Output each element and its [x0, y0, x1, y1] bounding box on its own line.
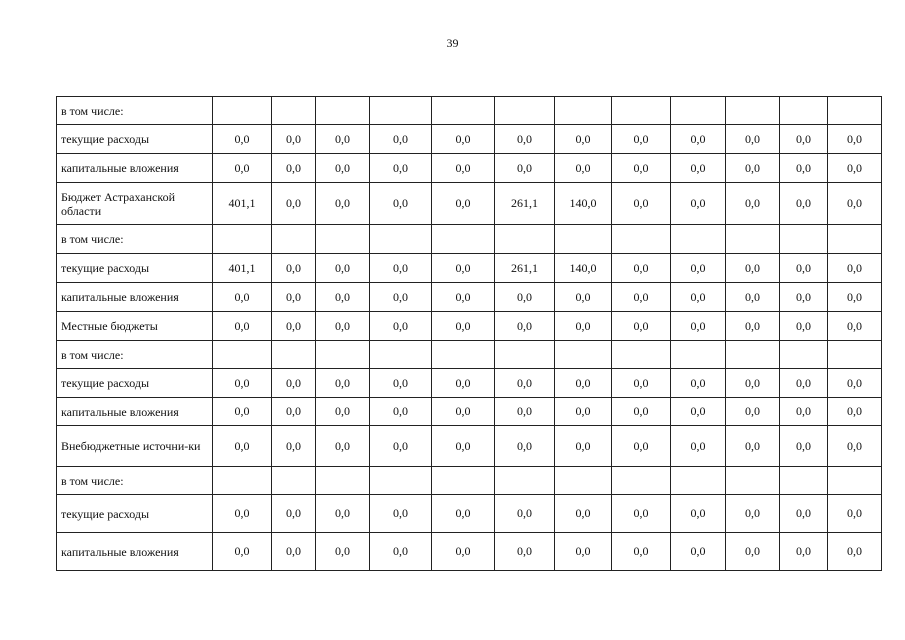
value-cell [370, 341, 432, 369]
value-cell [213, 97, 272, 125]
value-cell: 0,0 [828, 369, 882, 398]
value-cell [726, 225, 780, 254]
value-cell [612, 341, 671, 369]
value-cell [316, 97, 370, 125]
value-cell: 0,0 [612, 426, 671, 467]
value-cell: 0,0 [495, 398, 555, 426]
value-cell: 0,0 [316, 125, 370, 154]
value-cell: 0,0 [370, 312, 432, 341]
value-cell: 0,0 [272, 154, 316, 183]
row-label: Бюджет Астраханской области [57, 183, 213, 225]
table-row [57, 341, 882, 369]
value-cell: 0,0 [612, 495, 671, 533]
value-cell: 0,0 [495, 369, 555, 398]
value-cell [780, 97, 828, 125]
value-cell: 0,0 [495, 495, 555, 533]
value-cell: 0,0 [612, 125, 671, 154]
value-cell: 0,0 [272, 283, 316, 312]
value-cell: 0,0 [671, 398, 726, 426]
table-row [57, 125, 882, 154]
value-cell [272, 341, 316, 369]
value-cell: 0,0 [213, 125, 272, 154]
table-row [57, 369, 882, 398]
value-cell: 140,0 [555, 183, 612, 225]
value-cell: 0,0 [495, 312, 555, 341]
value-cell: 0,0 [370, 183, 432, 225]
value-cell: 0,0 [555, 398, 612, 426]
value-cell: 0,0 [316, 495, 370, 533]
value-cell: 0,0 [780, 254, 828, 283]
table-row [57, 533, 882, 571]
value-cell: 0,0 [370, 254, 432, 283]
value-cell [726, 467, 780, 495]
value-cell: 0,0 [726, 183, 780, 225]
value-cell [726, 341, 780, 369]
value-cell: 0,0 [316, 426, 370, 467]
value-cell [555, 225, 612, 254]
value-cell: 0,0 [726, 283, 780, 312]
value-cell: 0,0 [432, 398, 495, 426]
value-cell [780, 467, 828, 495]
table-row [57, 183, 882, 225]
value-cell: 0,0 [612, 533, 671, 571]
row-label: в том числе: [57, 467, 213, 495]
value-cell [432, 341, 495, 369]
value-cell: 0,0 [671, 183, 726, 225]
value-cell: 0,0 [828, 254, 882, 283]
value-cell: 0,0 [612, 254, 671, 283]
value-cell: 0,0 [432, 533, 495, 571]
value-cell: 0,0 [780, 369, 828, 398]
value-cell: 0,0 [432, 183, 495, 225]
value-cell: 0,0 [726, 398, 780, 426]
value-cell: 0,0 [780, 183, 828, 225]
value-cell: 0,0 [726, 369, 780, 398]
table-row [57, 283, 882, 312]
table-row [57, 154, 882, 183]
value-cell: 0,0 [213, 369, 272, 398]
value-cell [370, 225, 432, 254]
value-cell: 140,0 [555, 254, 612, 283]
value-cell: 0,0 [316, 312, 370, 341]
value-cell: 0,0 [370, 426, 432, 467]
value-cell: 0,0 [555, 426, 612, 467]
value-cell [555, 341, 612, 369]
value-cell [316, 341, 370, 369]
value-cell [213, 341, 272, 369]
value-cell [432, 97, 495, 125]
value-cell: 0,0 [370, 369, 432, 398]
row-label: текущие расходы [57, 495, 213, 533]
value-cell: 0,0 [612, 283, 671, 312]
value-cell: 0,0 [726, 426, 780, 467]
row-label: капитальные вложения [57, 398, 213, 426]
value-cell: 0,0 [213, 426, 272, 467]
value-cell: 0,0 [828, 533, 882, 571]
value-cell: 0,0 [828, 183, 882, 225]
row-label: в том числе: [57, 225, 213, 254]
table-row [57, 312, 882, 341]
value-cell: 0,0 [272, 183, 316, 225]
value-cell [272, 97, 316, 125]
value-cell: 0,0 [671, 125, 726, 154]
value-cell: 0,0 [780, 312, 828, 341]
value-cell: 0,0 [316, 254, 370, 283]
value-cell [495, 97, 555, 125]
value-cell: 0,0 [780, 495, 828, 533]
value-cell [213, 467, 272, 495]
value-cell: 0,0 [555, 154, 612, 183]
value-cell: 0,0 [495, 125, 555, 154]
value-cell: 0,0 [671, 312, 726, 341]
value-cell [671, 97, 726, 125]
value-cell: 0,0 [432, 154, 495, 183]
value-cell: 0,0 [726, 533, 780, 571]
value-cell: 0,0 [780, 426, 828, 467]
value-cell [780, 225, 828, 254]
value-cell: 0,0 [726, 312, 780, 341]
value-cell [612, 97, 671, 125]
value-cell [495, 467, 555, 495]
value-cell: 0,0 [726, 495, 780, 533]
value-cell: 0,0 [213, 495, 272, 533]
value-cell: 0,0 [726, 125, 780, 154]
value-cell: 0,0 [828, 398, 882, 426]
value-cell: 0,0 [671, 283, 726, 312]
value-cell [370, 467, 432, 495]
value-cell [370, 97, 432, 125]
value-cell: 0,0 [272, 533, 316, 571]
table-row [57, 467, 882, 495]
row-label: текущие расходы [57, 125, 213, 154]
value-cell: 0,0 [495, 283, 555, 312]
row-label: Местные бюджеты [57, 312, 213, 341]
value-cell [272, 225, 316, 254]
value-cell: 0,0 [612, 369, 671, 398]
value-cell [828, 97, 882, 125]
value-cell: 0,0 [432, 495, 495, 533]
value-cell: 0,0 [612, 183, 671, 225]
value-cell: 0,0 [780, 125, 828, 154]
value-cell: 0,0 [828, 495, 882, 533]
value-cell: 0,0 [671, 369, 726, 398]
value-cell: 0,0 [726, 254, 780, 283]
value-cell: 0,0 [316, 398, 370, 426]
row-label: капитальные вложения [57, 283, 213, 312]
value-cell: 0,0 [272, 495, 316, 533]
value-cell: 0,0 [828, 154, 882, 183]
page-number: 39 [446, 36, 459, 50]
table-row [57, 97, 882, 125]
value-cell [671, 341, 726, 369]
value-cell: 0,0 [495, 426, 555, 467]
value-cell [671, 225, 726, 254]
value-cell [495, 225, 555, 254]
value-cell [828, 467, 882, 495]
value-cell: 0,0 [316, 533, 370, 571]
value-cell [612, 225, 671, 254]
value-cell: 0,0 [555, 533, 612, 571]
value-cell: 0,0 [612, 154, 671, 183]
value-cell: 0,0 [370, 495, 432, 533]
value-cell [612, 467, 671, 495]
row-label: в том числе: [57, 97, 213, 125]
row-label: капитальные вложения [57, 154, 213, 183]
value-cell: 0,0 [213, 312, 272, 341]
value-cell: 0,0 [432, 426, 495, 467]
value-cell: 0,0 [780, 154, 828, 183]
budget-table [56, 96, 882, 571]
value-cell: 0,0 [726, 154, 780, 183]
value-cell: 0,0 [612, 398, 671, 426]
value-cell: 0,0 [272, 398, 316, 426]
value-cell: 0,0 [272, 369, 316, 398]
value-cell: 0,0 [555, 312, 612, 341]
value-cell: 0,0 [555, 125, 612, 154]
value-cell [432, 467, 495, 495]
value-cell [495, 341, 555, 369]
value-cell: 401,1 [213, 183, 272, 225]
value-cell: 0,0 [555, 369, 612, 398]
table-row [57, 495, 882, 533]
value-cell [828, 225, 882, 254]
value-cell: 0,0 [370, 398, 432, 426]
value-cell [726, 97, 780, 125]
value-cell: 0,0 [432, 369, 495, 398]
value-cell: 0,0 [780, 398, 828, 426]
row-label: текущие расходы [57, 254, 213, 283]
value-cell: 0,0 [316, 183, 370, 225]
value-cell [828, 341, 882, 369]
value-cell: 0,0 [828, 426, 882, 467]
value-cell: 401,1 [213, 254, 272, 283]
table-row [57, 398, 882, 426]
row-label: в том числе: [57, 341, 213, 369]
table-row [57, 426, 882, 467]
value-cell: 0,0 [432, 125, 495, 154]
value-cell: 0,0 [316, 283, 370, 312]
value-cell: 0,0 [272, 312, 316, 341]
value-cell: 261,1 [495, 254, 555, 283]
value-cell: 0,0 [316, 154, 370, 183]
value-cell: 0,0 [780, 283, 828, 312]
value-cell: 0,0 [555, 495, 612, 533]
value-cell: 0,0 [671, 533, 726, 571]
value-cell [316, 467, 370, 495]
value-cell: 0,0 [213, 533, 272, 571]
value-cell: 0,0 [828, 125, 882, 154]
value-cell: 0,0 [495, 154, 555, 183]
value-cell [432, 225, 495, 254]
value-cell: 0,0 [370, 125, 432, 154]
value-cell: 0,0 [370, 283, 432, 312]
value-cell: 0,0 [432, 312, 495, 341]
table-row [57, 225, 882, 254]
value-cell: 261,1 [495, 183, 555, 225]
value-cell: 0,0 [780, 533, 828, 571]
value-cell: 0,0 [370, 154, 432, 183]
value-cell [213, 225, 272, 254]
value-cell: 0,0 [213, 398, 272, 426]
value-cell: 0,0 [272, 125, 316, 154]
value-cell: 0,0 [828, 283, 882, 312]
value-cell: 0,0 [671, 254, 726, 283]
row-label: текущие расходы [57, 369, 213, 398]
value-cell [780, 341, 828, 369]
value-cell [272, 467, 316, 495]
table-row [57, 254, 882, 283]
value-cell: 0,0 [370, 533, 432, 571]
value-cell [555, 97, 612, 125]
value-cell: 0,0 [612, 312, 671, 341]
value-cell: 0,0 [213, 154, 272, 183]
value-cell: 0,0 [316, 369, 370, 398]
value-cell [555, 467, 612, 495]
row-label: Внебюджетные источни-ки [57, 426, 213, 467]
value-cell [671, 467, 726, 495]
value-cell: 0,0 [213, 283, 272, 312]
value-cell [316, 225, 370, 254]
value-cell: 0,0 [828, 312, 882, 341]
value-cell: 0,0 [272, 254, 316, 283]
value-cell: 0,0 [555, 283, 612, 312]
value-cell: 0,0 [432, 283, 495, 312]
value-cell: 0,0 [272, 426, 316, 467]
table-body [57, 97, 882, 571]
value-cell: 0,0 [432, 254, 495, 283]
value-cell: 0,0 [495, 533, 555, 571]
value-cell: 0,0 [671, 495, 726, 533]
value-cell: 0,0 [671, 154, 726, 183]
value-cell: 0,0 [671, 426, 726, 467]
row-label: капитальные вложения [57, 533, 213, 571]
